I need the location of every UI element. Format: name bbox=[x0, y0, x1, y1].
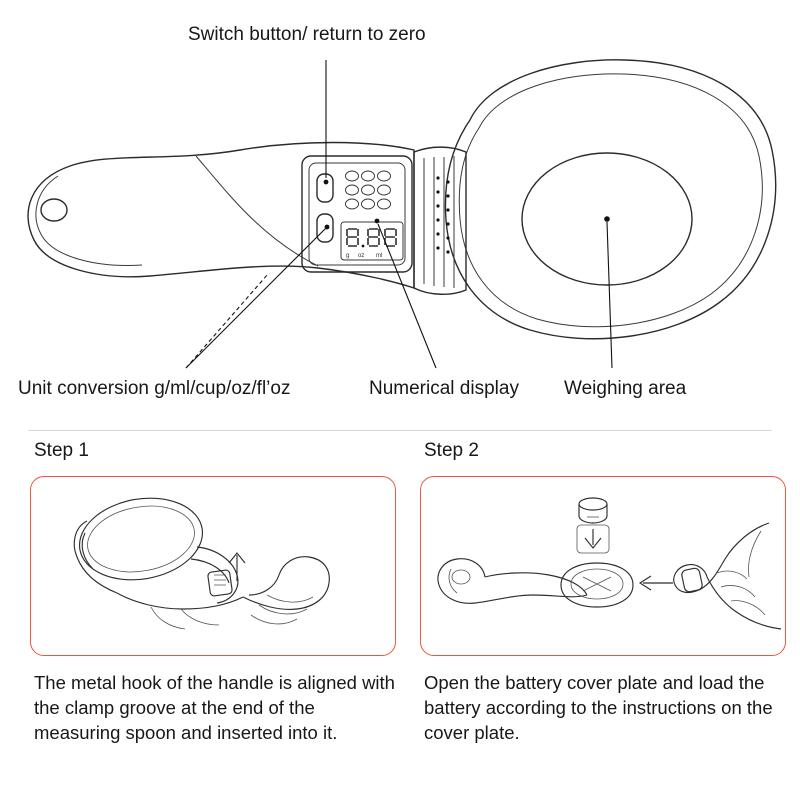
callout-label-weighing-area: Weighing area bbox=[564, 378, 687, 399]
callout-label-numerical-display: Numerical display bbox=[369, 378, 519, 399]
step-1 bbox=[30, 440, 396, 745]
step-1-figure bbox=[30, 476, 396, 656]
callout-label-switch-button: Switch button/ return to zero bbox=[188, 24, 426, 45]
battery-icon bbox=[579, 498, 607, 523]
svg-text:oz: oz bbox=[358, 253, 365, 259]
step-2-illustration bbox=[421, 477, 786, 656]
callout-label-unit-conversion: Unit conversion g/ml/cup/oz/fl’oz bbox=[18, 378, 291, 399]
handle-body bbox=[28, 143, 414, 289]
control-panel bbox=[302, 156, 412, 272]
svg-text:ml: ml bbox=[376, 253, 383, 259]
step-1-illustration bbox=[31, 477, 396, 656]
weighing-bowl bbox=[445, 60, 775, 339]
handle-outline bbox=[438, 559, 587, 604]
right-hand-outline bbox=[674, 523, 781, 629]
switch-button-icon bbox=[317, 174, 333, 202]
clamp-collar bbox=[414, 147, 466, 294]
steps-section bbox=[0, 440, 800, 800]
step-1-caption: The metal hook of the handle is aligned with the clamp groove at the end of the measuring spoon and inserted into it. bbox=[34, 672, 395, 743]
cover-slide-arrow-icon bbox=[640, 576, 673, 590]
battery-cover-plate bbox=[561, 563, 633, 607]
step-1-title: Step 1 bbox=[34, 440, 89, 461]
section-divider bbox=[28, 430, 772, 431]
insert-battery-arrow-icon bbox=[577, 525, 609, 553]
step-2-title: Step 2 bbox=[424, 440, 479, 461]
step-2-caption: Open the battery cover plate and load the battery according to the instructions on the cover plate. bbox=[424, 672, 773, 743]
step-2-figure bbox=[420, 476, 786, 656]
keypad-grid bbox=[346, 171, 391, 209]
spoon-outline bbox=[73, 489, 238, 603]
step-2 bbox=[420, 440, 786, 745]
insert-arrow-icon bbox=[229, 553, 245, 581]
numerical-display-icon bbox=[341, 222, 403, 260]
svg-text:g: g bbox=[346, 253, 350, 259]
